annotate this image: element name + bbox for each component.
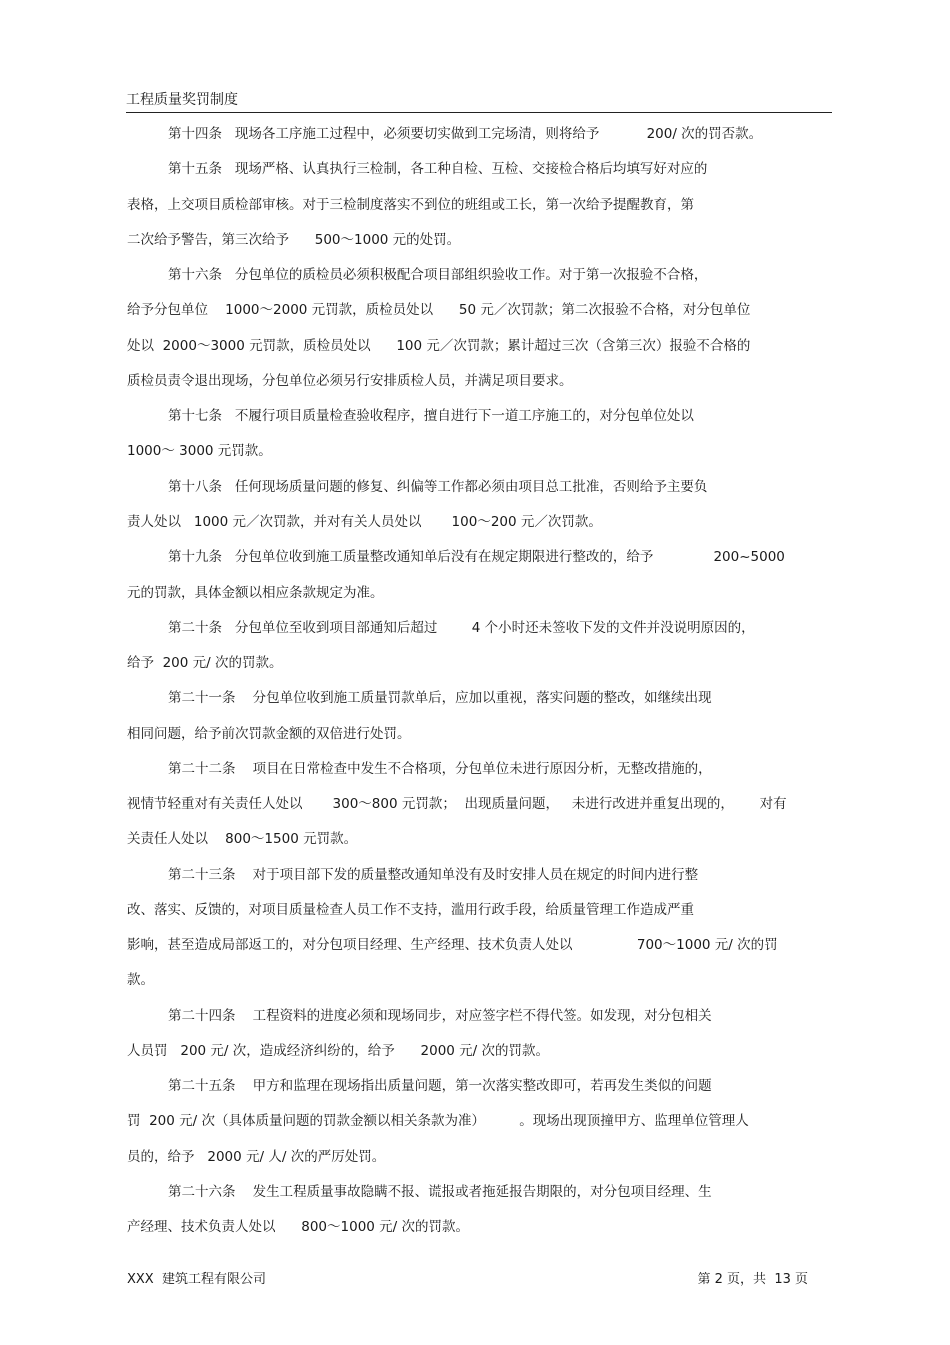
body-line: 第二十三条 对于项目部下发的质量整改通知单没有及时安排人员在规定的时间内进行整 bbox=[168, 867, 699, 883]
body-line: 第二十二条 项目在日常检查中发生不合格项，分包单位未进行原因分析，无整改措施的， bbox=[168, 761, 712, 777]
body-line: 第十七条 不履行项目质量检查验收程序，擅自进行下一道工序施工的，对分包单位处以 bbox=[168, 408, 694, 424]
body-line: 第二十条 分包单位至收到项目部通知后超过 4 个小时还未签收下发的文件并没说明原因的， bbox=[168, 620, 755, 636]
body-line: 第十九条 分包单位收到施工质量整改通知单后没有在规定期限进行整改的，给予 200~5000 bbox=[168, 549, 785, 565]
body-line: 相同问题，给予前次罚款金额的双倍进行处罚。 bbox=[127, 726, 411, 742]
body-line: 改、落实、反馈的，对项目质量检查人员工作不支持，滥用行政手段，给质量管理工作造成严重 bbox=[127, 902, 694, 918]
body-line: 款。 bbox=[127, 972, 154, 988]
body-line: 质检员责令退出现场，分包单位必须另行安排质检人员，并满足项目要求。 bbox=[127, 373, 573, 389]
body-line: 处以 2000～3000 元罚款，质检员处以 100 元／次罚款；累计超过三次（含第三次）报验不合格的 bbox=[127, 338, 751, 354]
body-line: 第二十五条 甲方和监理在现场指出质量问题，第一次落实整改即可，若再发生类似的问题 bbox=[168, 1078, 712, 1094]
header-title: 工程质量奖罚制度 bbox=[126, 92, 238, 108]
body-line: 第二十四条 工程资料的进度必须和现场同步，对应签字栏不得代签。如发现，对分包相关 bbox=[168, 1008, 712, 1024]
footer-company: XXX 建筑工程有限公司 bbox=[127, 1272, 266, 1287]
body-line: 责人处以 1000 元／次罚款，并对有关人员处以 100～200 元／次罚款。 bbox=[127, 514, 602, 530]
body-line: 影响，甚至造成局部返工的，对分包项目经理、生产经理、技术负责人处以 700～1000 元/ 次的罚 bbox=[127, 937, 778, 953]
body-line: 第二十六条 发生工程质量事故隐瞒不报、谎报或者拖延报告期限的，对分包项目经理、生 bbox=[168, 1184, 712, 1200]
body-line: 给予分包单位 1000～2000 元罚款，质检员处以 50 元／次罚款；第二次报验不合格，对分包单位 bbox=[127, 302, 751, 318]
body-line: 1000～ 3000 元罚款。 bbox=[127, 443, 272, 459]
page-header bbox=[126, 90, 832, 113]
body-line: 第十四条 现场各工序施工过程中，必须要切实做到工完场清，则将给予 200/ 次的罚否款。 bbox=[168, 126, 763, 142]
body-line: 第十八条 任何现场质量问题的修复、纠偏等工作都必须由项目总工批准，否则给予主要负 bbox=[168, 479, 708, 495]
footer-page-number: 第 2 页，共 13 页 bbox=[697, 1272, 808, 1287]
body-line: 第二十一条 分包单位收到施工质量罚款单后，应加以重视，落实问题的整改，如继续出现 bbox=[168, 690, 712, 706]
body-line: 人员罚 200 元/ 次，造成经济纠纷的，给予 2000 元/ 次的罚款。 bbox=[127, 1043, 550, 1059]
body-line: 第十六条 分包单位的质检员必须积极配合项目部组织验收工作。对于第一次报验不合格， bbox=[168, 267, 708, 283]
body-line: 给予 200 元/ 次的罚款。 bbox=[127, 655, 283, 671]
body-line: 表格，上交项目质检部审核。对于三检制度落实不到位的班组或工长，第一次给予提醒教育，第 bbox=[127, 197, 694, 213]
body-line: 视情节轻重对有关责任人处以 300～800 元罚款； 出现质量问题， 未进行改进并重复出现的， 对有 bbox=[127, 796, 787, 812]
body-line: 罚 200 元/ 次（具体质量问题的罚款金额以相关条款为准） 。现场出现顶撞甲方、监理单位管理人 bbox=[127, 1113, 749, 1129]
body-line: 二次给予警告，第三次给予 500～1000 元的处罚。 bbox=[127, 232, 461, 248]
body-line: 产经理、技术负责人处以 800～1000 元/ 次的罚款。 bbox=[127, 1219, 470, 1235]
body-line: 员的，给予 2000 元/ 人/ 次的严厉处罚。 bbox=[127, 1149, 386, 1165]
body-line: 关责任人处以 800～1500 元罚款。 bbox=[127, 831, 358, 847]
body-line: 第十五条 现场严格、认真执行三检制，各工种自检、互检、交接检合格后均填写好对应的 bbox=[168, 161, 708, 177]
body-line: 元的罚款，具体金额以相应条款规定为准。 bbox=[127, 585, 384, 601]
